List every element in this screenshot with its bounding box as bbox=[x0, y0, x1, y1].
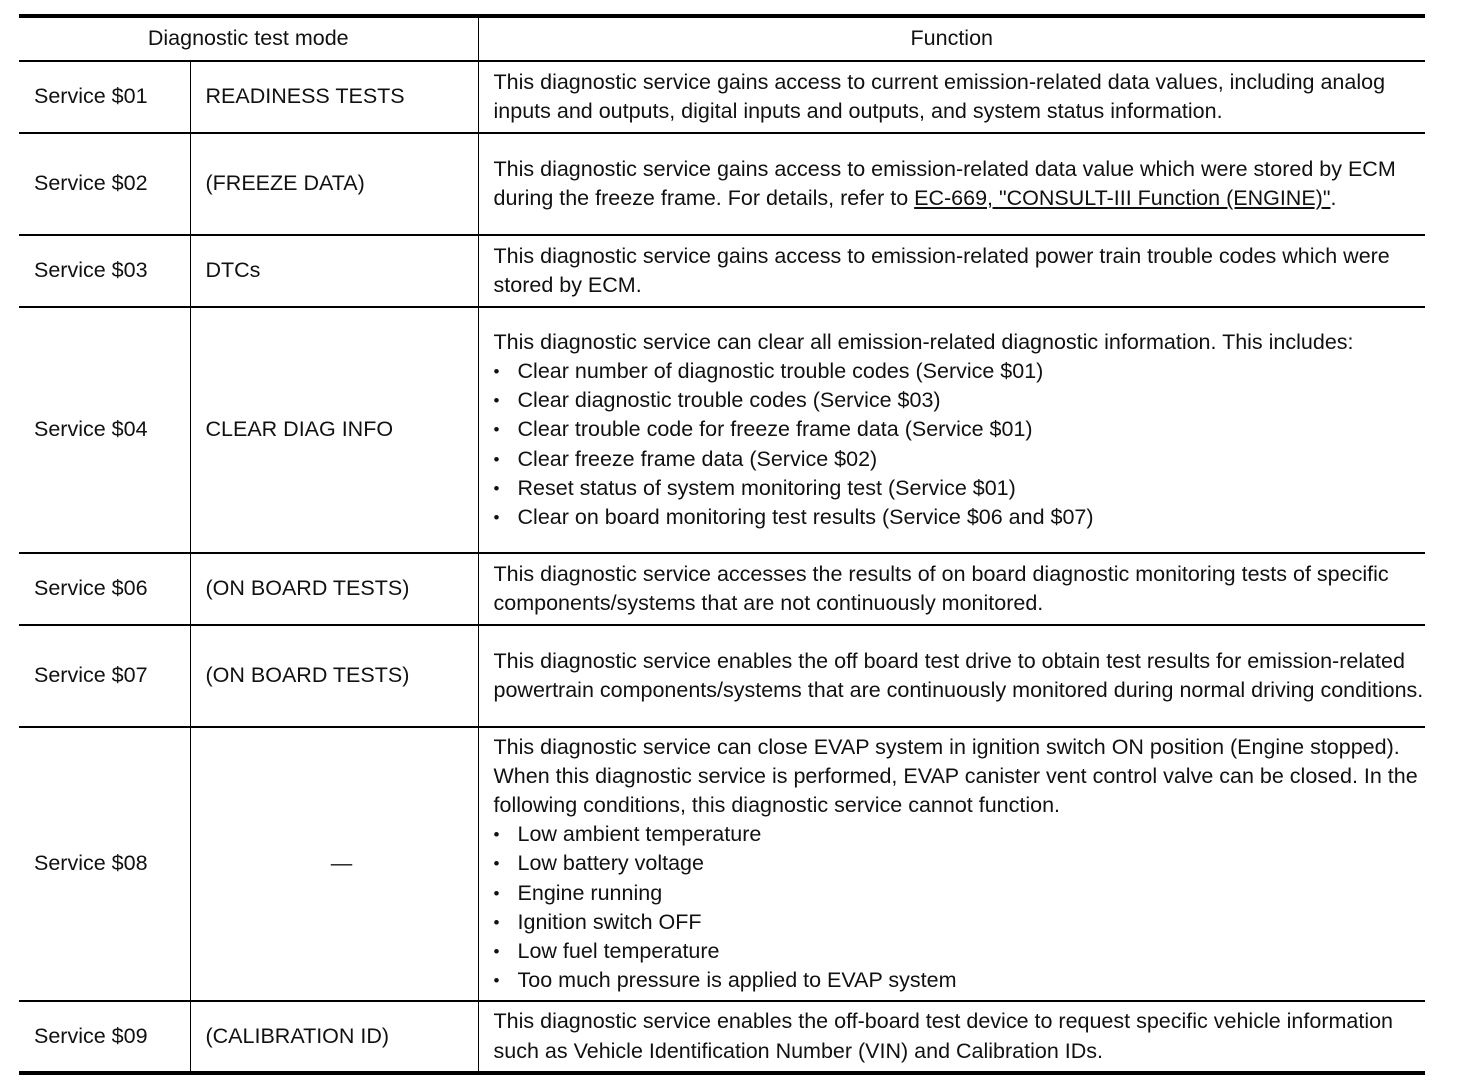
function-text: This diagnostic service can clear all emission-related diagnostic information. This includes: bbox=[493, 329, 1354, 354]
list-item: • Reset status of system monitoring test (Service $01) bbox=[494, 474, 1426, 503]
list-item: • Clear on board monitoring test results (Service $06 and $07) bbox=[494, 503, 1426, 532]
mode-cell: (FREEZE DATA) bbox=[190, 133, 478, 235]
service-cell: Service $07 bbox=[19, 625, 190, 727]
header-diagnostic-test-mode: Diagnostic test mode bbox=[19, 16, 478, 61]
table-row bbox=[19, 625, 1425, 727]
list-item: • Clear number of diagnostic trouble codes (Service $01) bbox=[494, 357, 1426, 386]
service-cell: Service $09 bbox=[19, 1001, 190, 1073]
mode-cell: READINESS TESTS bbox=[190, 61, 478, 133]
function-cell: This diagnostic service enables the off-board test device to request specific vehicle information such as Vehicle Identification Number (VIN) and Calibration IDs. bbox=[478, 1001, 1425, 1073]
function-cell bbox=[478, 133, 1425, 235]
function-text: This diagnostic service can close EVAP system in ignition switch ON position (Engine stopped). When this diagnostic service is performed, EVAP canister vent control valve can be closed. In the following conditions, this diagnostic service cannot function. bbox=[493, 734, 1418, 817]
header-function: Function bbox=[478, 16, 1425, 61]
diagnostic-test-mode-table bbox=[19, 14, 1425, 1075]
function-text-end: . bbox=[1330, 186, 1337, 210]
bullet-list bbox=[494, 820, 1426, 995]
function-cell: This diagnostic service enables the off board test drive to obtain test results for emission-related powertrain components/systems that are continuously monitored during normal driving conditions. bbox=[478, 625, 1425, 727]
table-row bbox=[19, 235, 1425, 307]
reference-link[interactable]: EC-669, "CONSULT-III Function (ENGINE)" bbox=[914, 186, 1331, 210]
list-item: • Low fuel temperature bbox=[494, 937, 1426, 966]
table-row bbox=[19, 727, 1425, 1001]
function-cell bbox=[478, 307, 1425, 553]
service-cell: Service $06 bbox=[19, 553, 190, 625]
service-cell: Service $01 bbox=[19, 61, 190, 133]
service-cell: Service $04 bbox=[19, 307, 190, 553]
list-item: • Engine running bbox=[494, 879, 1426, 908]
function-cell: This diagnostic service accesses the results of on board diagnostic monitoring tests of specific components/systems that are not continuously monitored. bbox=[478, 553, 1425, 625]
table-row bbox=[19, 133, 1425, 235]
list-item: • Too much pressure is applied to EVAP system bbox=[494, 966, 1426, 995]
bullet-list bbox=[494, 357, 1426, 532]
service-cell: Service $03 bbox=[19, 235, 190, 307]
list-item: • Clear freeze frame data (Service $02) bbox=[494, 445, 1426, 474]
list-item: • Clear trouble code for freeze frame data (Service $01) bbox=[494, 415, 1426, 444]
table-row bbox=[19, 553, 1425, 625]
table-row bbox=[19, 61, 1425, 133]
list-item: • Low battery voltage bbox=[494, 849, 1426, 878]
mode-cell: CLEAR DIAG INFO bbox=[190, 307, 478, 553]
list-item: • Ignition switch OFF bbox=[494, 908, 1426, 937]
table-row bbox=[19, 1001, 1425, 1073]
list-item: • Clear diagnostic trouble codes (Service $03) bbox=[494, 386, 1426, 415]
function-cell bbox=[478, 727, 1425, 1001]
mode-cell: (ON BOARD TESTS) bbox=[190, 625, 478, 727]
function-cell: This diagnostic service gains access to current emission-related data values, including analog inputs and outputs, digital inputs and outputs, and system status information. bbox=[478, 61, 1425, 133]
table-row bbox=[19, 307, 1425, 553]
mode-cell: (ON BOARD TESTS) bbox=[190, 553, 478, 625]
service-cell: Service $08 bbox=[19, 727, 190, 1001]
mode-cell: (CALIBRATION ID) bbox=[190, 1001, 478, 1073]
mode-cell: DTCs bbox=[190, 235, 478, 307]
function-cell: This diagnostic service gains access to emission-related power train trouble codes which were stored by ECM. bbox=[478, 235, 1425, 307]
function-text: This diagnostic service gains access to emission-related data value which were stored by ECM during the freeze frame. For details, refer to bbox=[493, 156, 1396, 210]
list-item: • Low ambient temperature bbox=[494, 820, 1426, 849]
mode-cell: — bbox=[190, 727, 478, 1001]
table-header-row bbox=[19, 16, 1425, 61]
service-cell: Service $02 bbox=[19, 133, 190, 235]
